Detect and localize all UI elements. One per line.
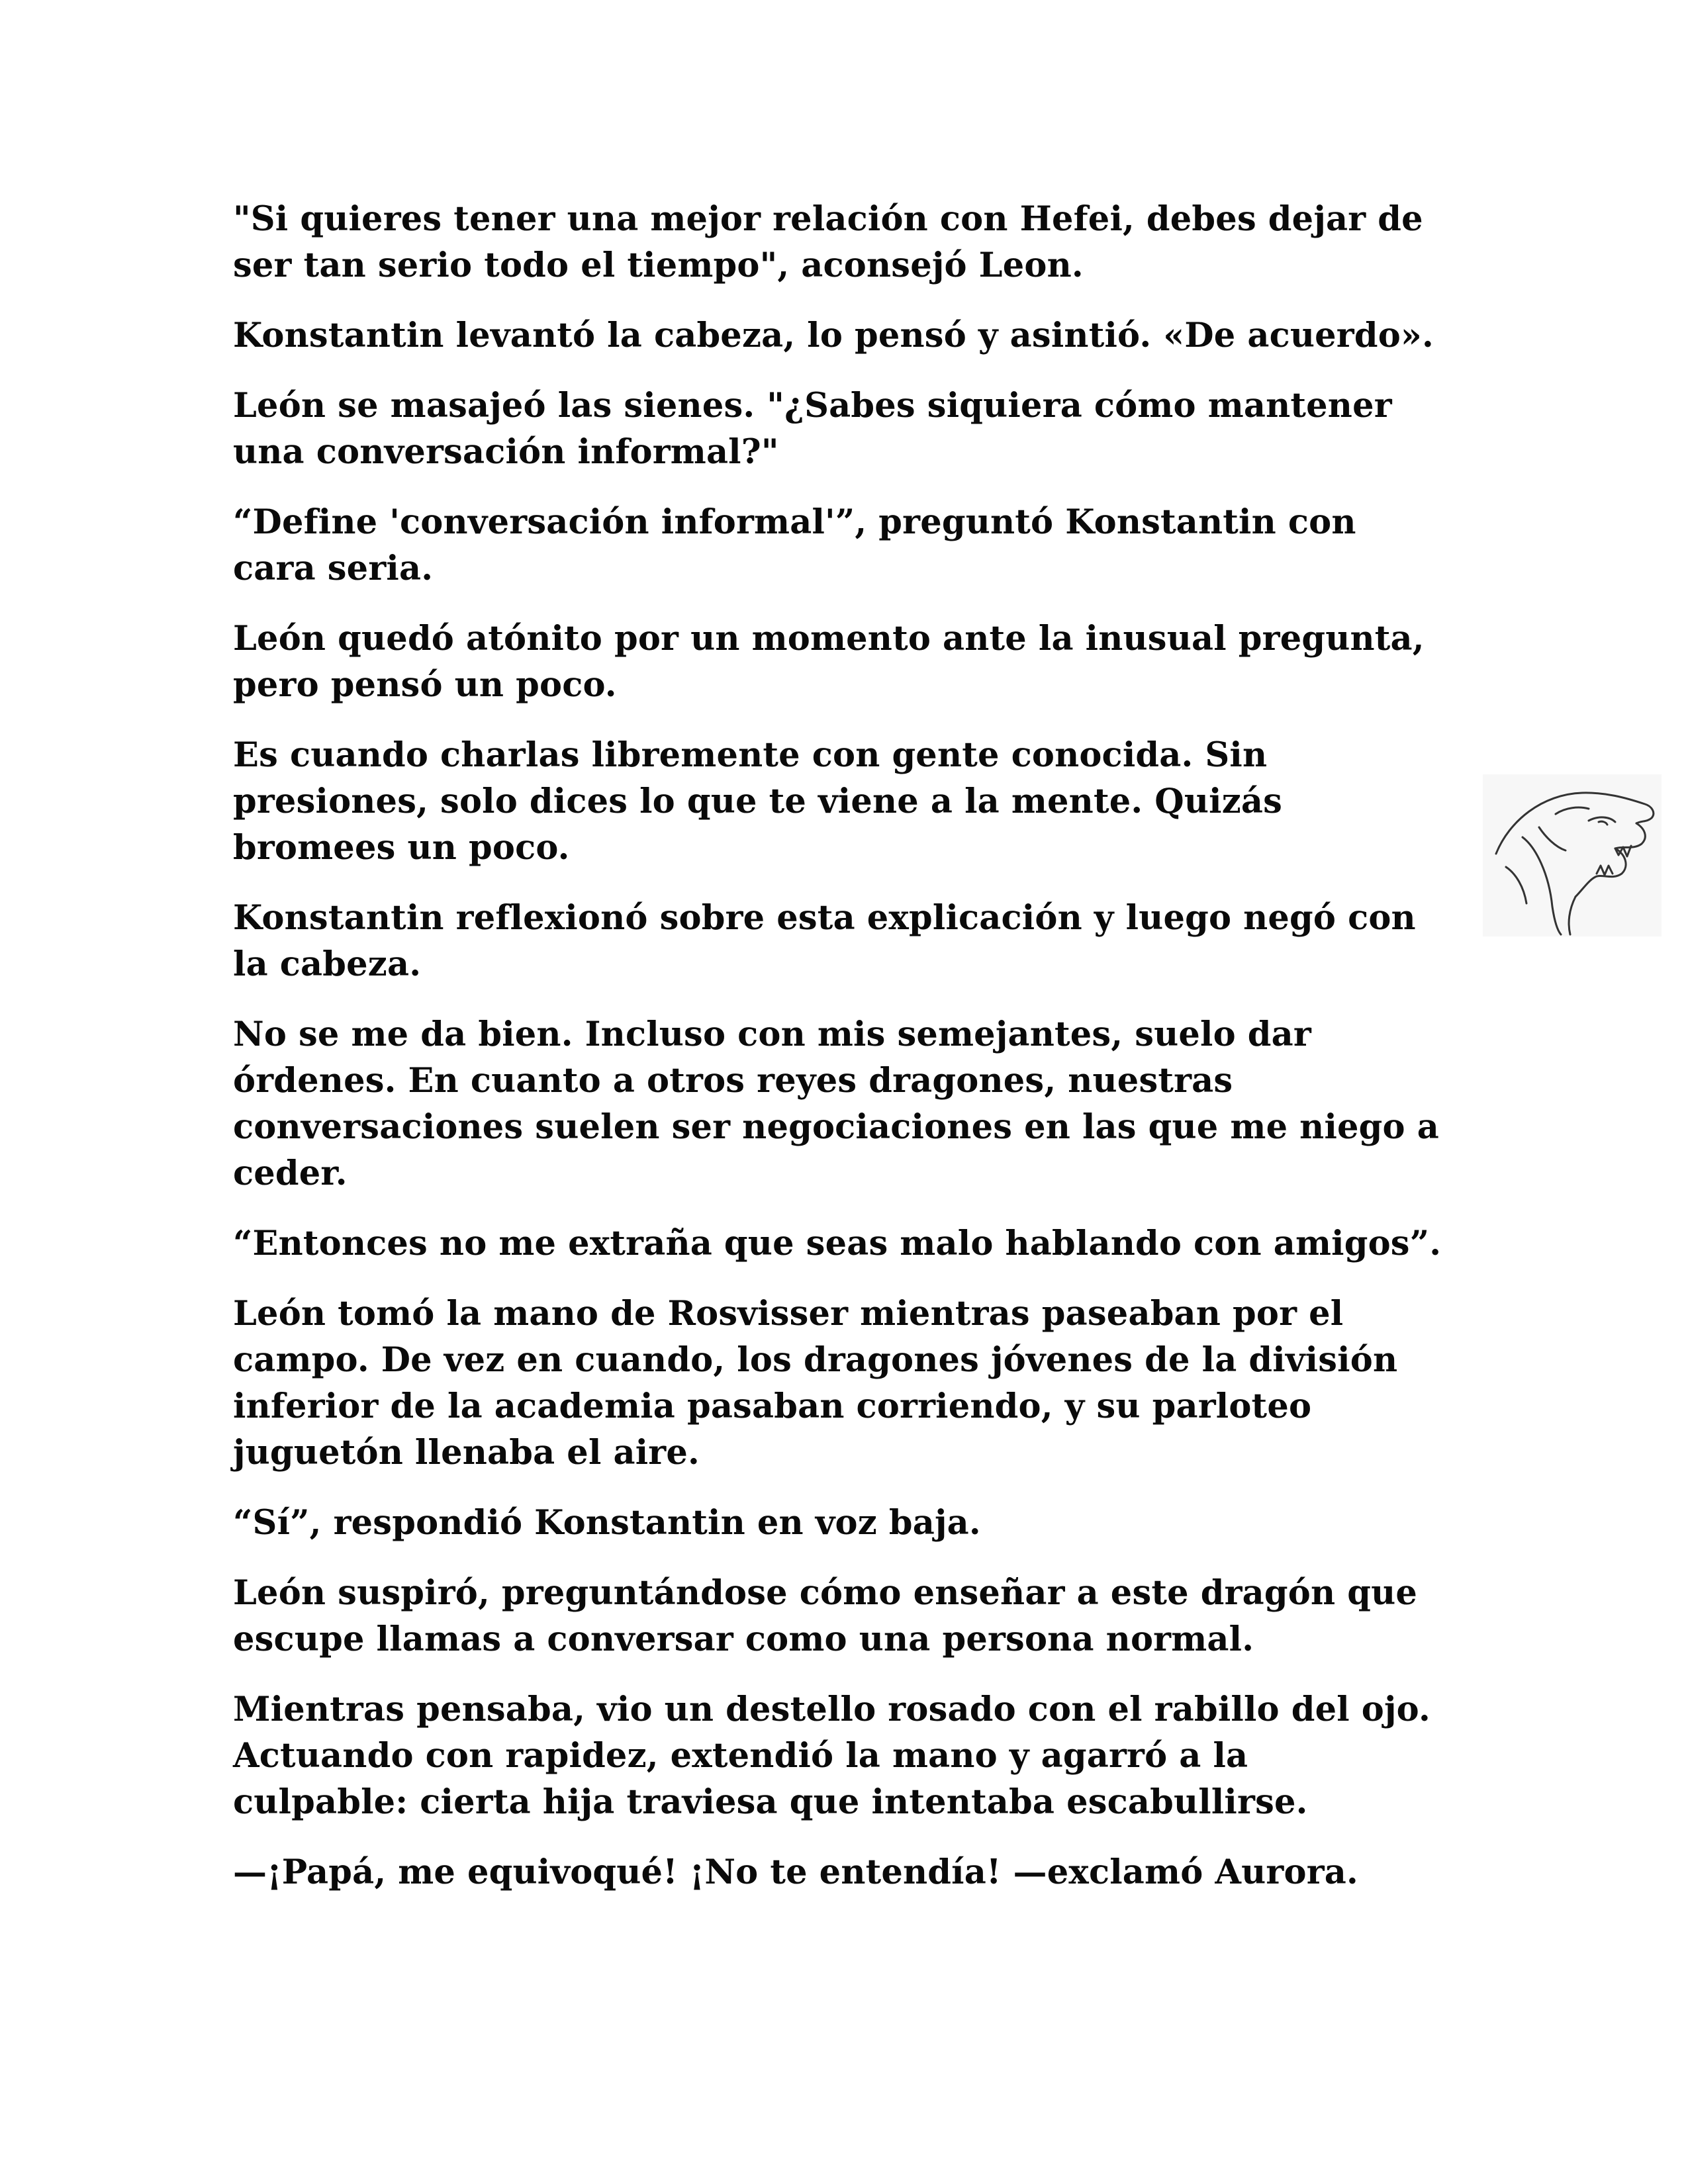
text-column bbox=[233, 196, 1477, 1919]
paragraph: “Define 'conversación informal'”, preguntó Konstantin con cara seria. bbox=[233, 502, 1356, 588]
paragraph: "Si quieres tener una mejor relación con Hefei, debes dejar de ser tan serio todo el tiempo", aconsejó Leon. bbox=[233, 199, 1423, 285]
paragraph: Mientras pensaba, vio un destello rosado con el rabillo del ojo. Actuando con rapidez, extendió la mano y agarró a la culpable: cierta hija traviesa que intentaba escabullirse. bbox=[233, 1690, 1430, 1822]
paragraph: León tomó la mano de Rosvisser mientras paseaban por el campo. De vez en cuando, los dragones jóvenes de la división inferior de la academia pasaban corriendo, y su parloteo juguetón llenaba el aire. bbox=[233, 1294, 1398, 1473]
paragraph: Konstantin levantó la cabeza, lo pensó y asintió. «De acuerdo». bbox=[233, 316, 1434, 355]
paragraph: “Entonces no me extraña que seas malo hablando con amigos”. bbox=[233, 1224, 1442, 1263]
paragraph: León suspiró, preguntándose cómo enseñar a este dragón que escupe llamas a conversar como una persona normal. bbox=[233, 1573, 1418, 1659]
paragraph: —¡Papá, me equivoqué! ¡No te entendía! —exclamó Aurora. bbox=[233, 1852, 1358, 1892]
paragraph: Konstantin reflexionó sobre esta explicación y luego negó con la cabeza. bbox=[233, 898, 1416, 984]
dragon-head-sketch-icon bbox=[1483, 774, 1662, 936]
paragraph: No se me da bien. Incluso con mis semejantes, suelo dar órdenes. En cuanto a otros reyes dragones, nuestras conversaciones suelen ser negociaciones en las que me niego a ceder. bbox=[233, 1015, 1439, 1193]
paragraph: León quedó atónito por un momento ante la inusual pregunta, pero pensó un poco. bbox=[233, 619, 1425, 705]
paragraph: “Sí”, respondió Konstantin en voz baja. bbox=[233, 1503, 981, 1543]
paragraph: León se masajeó las sienes. "¿Sabes siquiera cómo mantener una conversación informal?" bbox=[233, 386, 1392, 472]
paragraph: Es cuando charlas libremente con gente conocida. Sin presiones, solo dices lo que te viene a la mente. Quizás bromees un poco. bbox=[233, 735, 1283, 868]
